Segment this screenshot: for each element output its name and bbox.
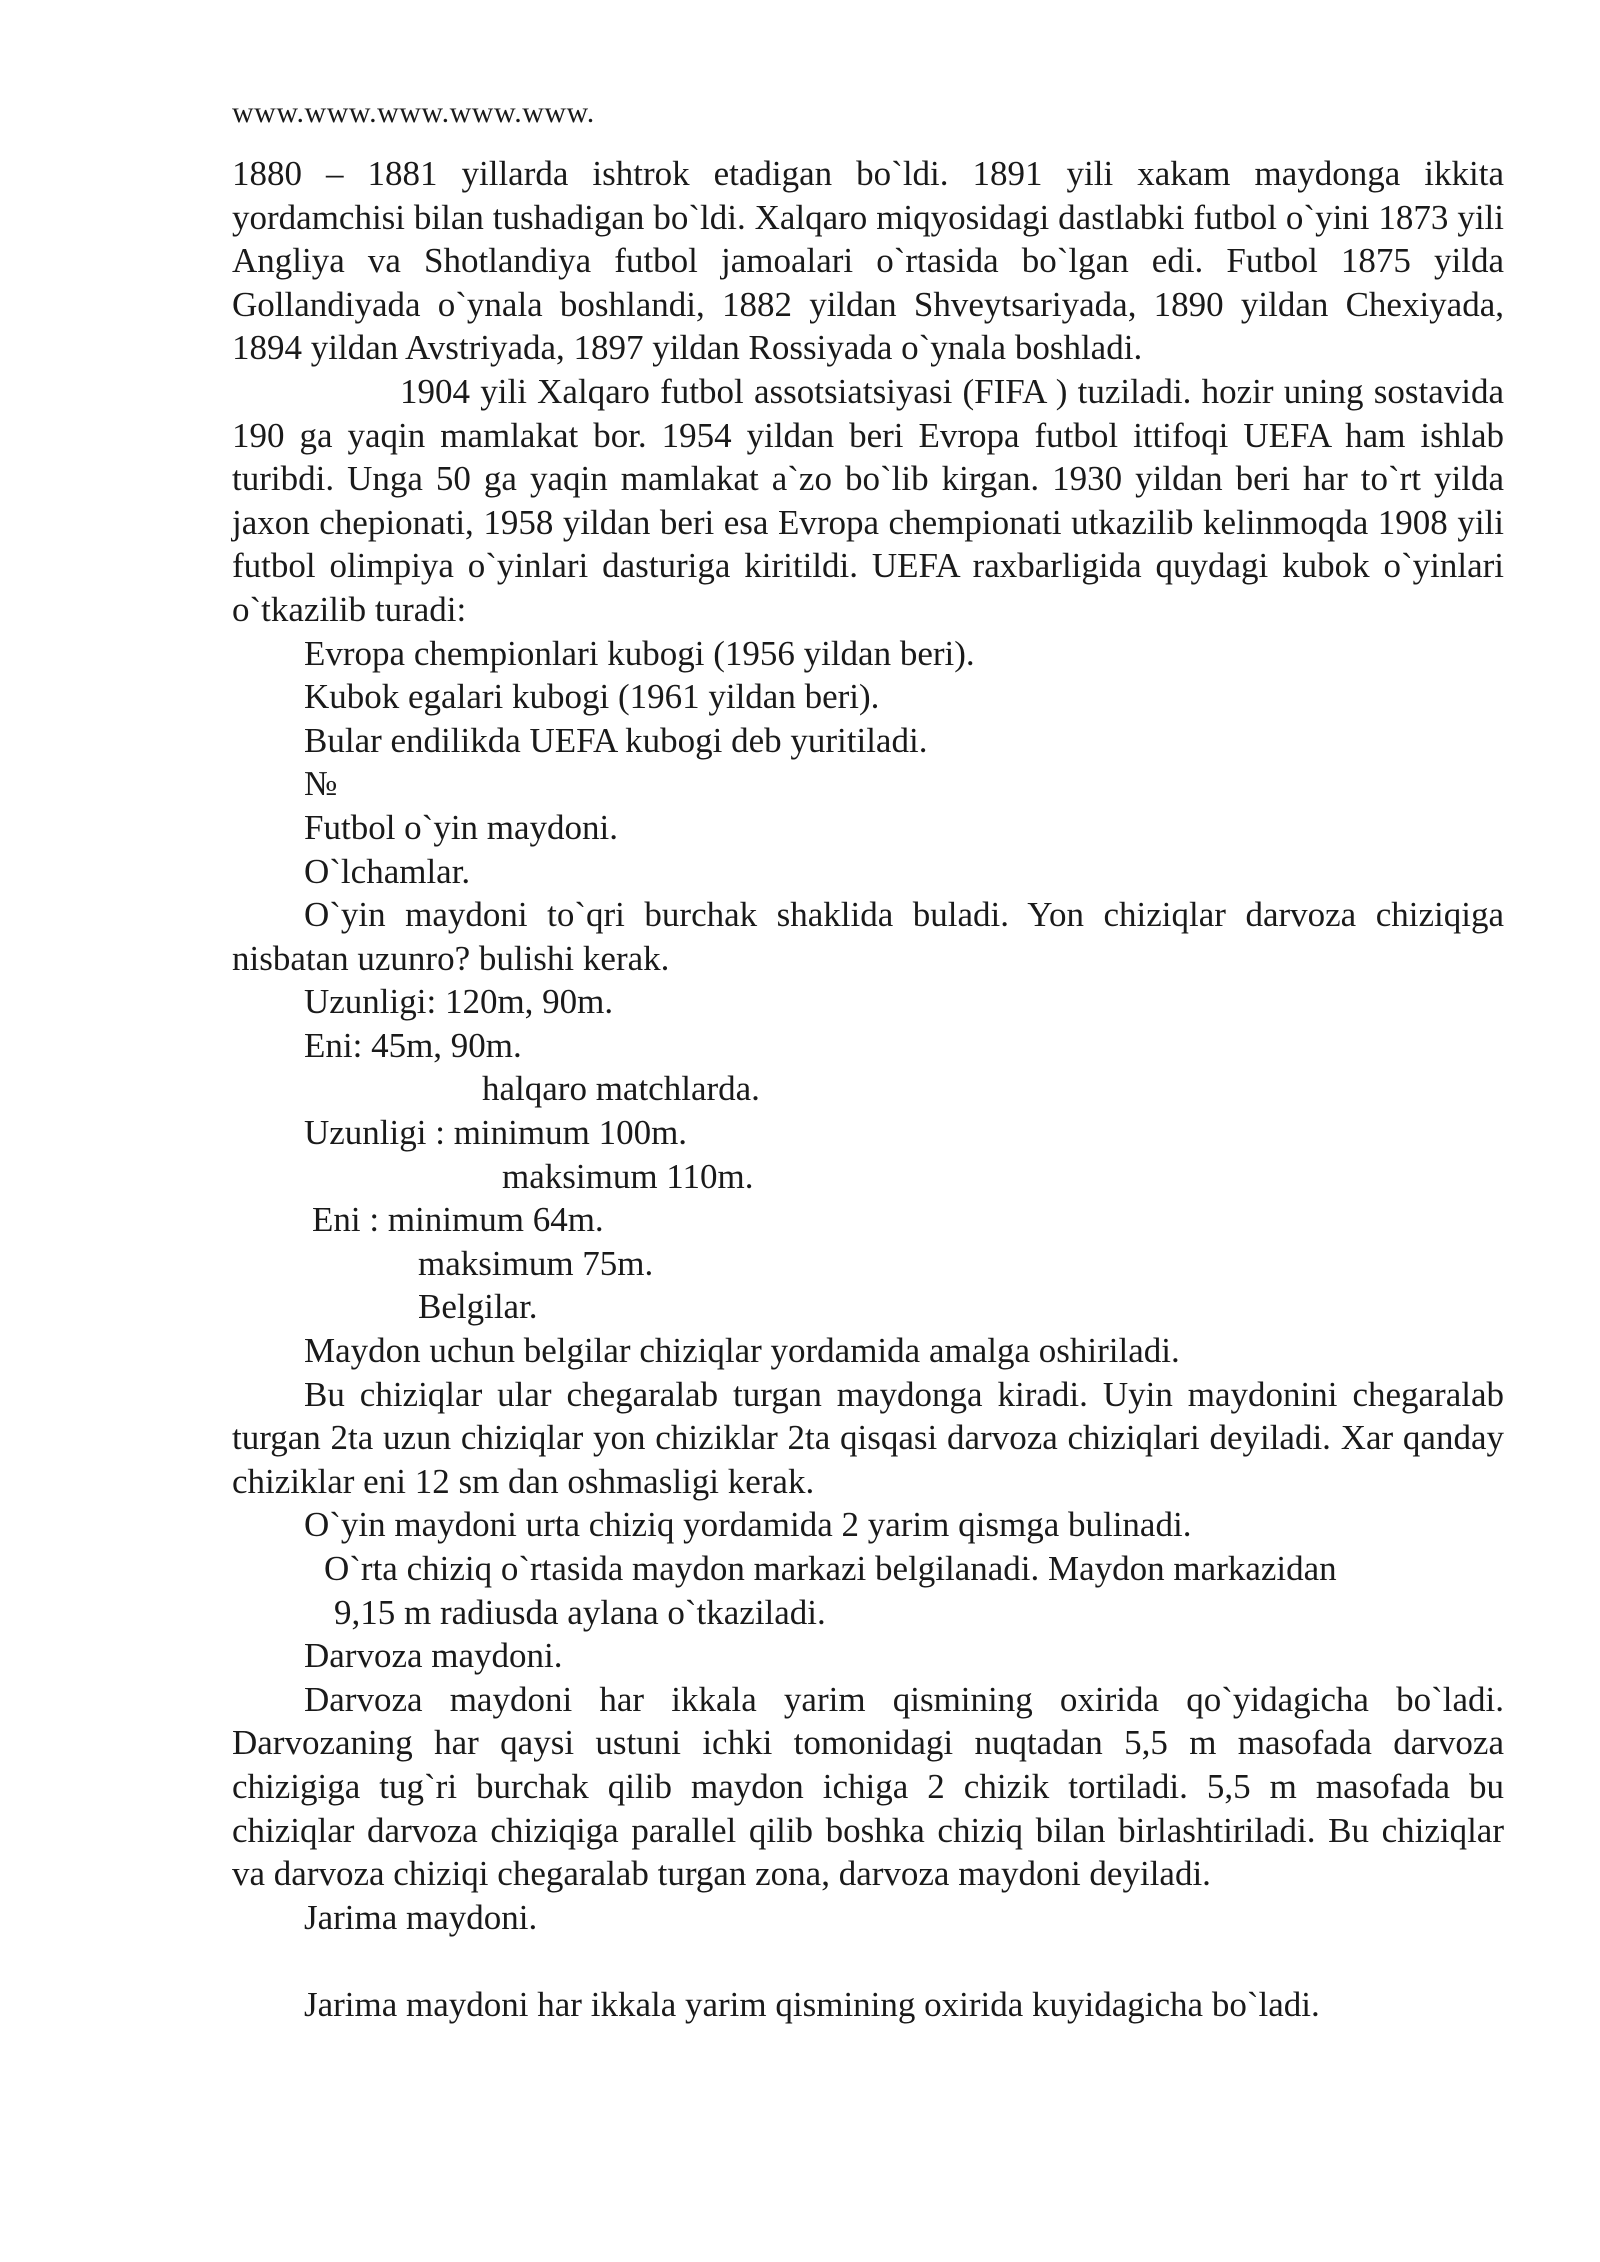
intl-length-min: Uzunligi : minimum 100m. bbox=[304, 1113, 688, 1153]
paragraph-fifa: 1904 yili Xalqaro futbol assotsiatsiyasi (FIFA ) tuziladi. hozir uning sostavida 190 ga yaqin mamlakat bor. 1954 yildan beri Evropa futbol ittifoqi UEFA ham ishlab turibdi. Unga 50 ga yaqin mamlakat a`zo bo`lib kirgan. 1930 yildan beri har to`rt yilda jaxon chepionati, 1958 yildan beri esa Evropa chempionati utkazilib kelinmoqda 1908 yili futbol olimpiya o`yinlari dasturiga kiritildi. UEFA raxbarligida quydagi kubok o`yinlari o`tkazilib turadi: bbox=[232, 371, 1504, 629]
section-title-goal-area: Darvoza maydoni. bbox=[304, 1636, 563, 1676]
markings-line-3: O`yin maydoni urta chiziq yordamida 2 yarim qismga bulinadi. bbox=[304, 1505, 1192, 1545]
numero-sign: № bbox=[304, 764, 338, 804]
cup-item-2: Kubok egalari kubogi (1961 yildan beri). bbox=[304, 677, 880, 717]
markings-line-5: 9,15 m radiusda aylana o`tkaziladi. bbox=[334, 1592, 826, 1632]
section-title-markings: Belgilar. bbox=[418, 1287, 538, 1327]
section-title-dimensions: O`lchamlar. bbox=[304, 851, 471, 891]
intl-width-max: maksimum 75m. bbox=[418, 1243, 654, 1283]
field-length: Uzunligi: 120m, 90m. bbox=[304, 982, 614, 1022]
blank-line bbox=[232, 1939, 1504, 1983]
markings-line-4: O`rta chiziq o`rtasida maydon markazi belgilanadi. Maydon markazidan bbox=[324, 1549, 1337, 1588]
paragraph-goal-area: Darvoza maydoni har ikkala yarim qismining oxirida qo`yidagicha bo`ladi. Darvozaning har qaysi ustuni ichki tomonidagi nuqtadan 5,5 m masofada darvoza chizigiga tug`ri burchak qilib maydon ichiga 2 chizik tortiladi. 5,5 m masofada bu chiziqlar darvoza chiziqiga parallel qilib boshka chiziq bilan birlashtiriladi. Bu chiziqlar va darvoza chiziqi chegaralab turgan zona, darvoza maydoni deyiladi. bbox=[232, 1679, 1504, 1894]
section-title-penalty-area: Jarima maydoni. bbox=[304, 1897, 538, 1937]
cup-item-1: Evropa chempionlari kubogi (1956 yildan beri). bbox=[304, 633, 975, 673]
international-matches-label: halqaro matchlarda. bbox=[482, 1069, 760, 1109]
paragraph-history: 1880 – 1881 yillarda ishtrok etadigan bo`ldi. 1891 yili xakam maydonga ikkita yordamchisi bilan tushadigan bo`ldi. Xalqaro miqyosidagi dastlabki futbol o`yini 1873 yili Angliya va Shotlandiya futbol jamoalari o`rtasida bo`lgan edi. Futbol 1875 yilda Gollandiyada o`ynala boshlandi, 1882 yildan Shveytsariyada, 1890 yildan Chexiyada, 1894 yildan Avstriyada, 1897 yildan Rossiyada o`ynala boshladi. bbox=[232, 154, 1504, 368]
intl-width-min: Eni : minimum 64m. bbox=[312, 1200, 604, 1240]
field-width: Eni: 45m, 90m. bbox=[304, 1025, 522, 1065]
paragraph-penalty-area: Jarima maydoni har ikkala yarim qismining oxirida kuyidagicha bo`ladi. bbox=[304, 1984, 1320, 2024]
paragraph-field-shape: O`yin maydoni to`qri burchak shaklida buladi. Yon chiziqlar darvoza chiziqiga nisbatan uzunro? bulishi kerak. bbox=[232, 895, 1504, 978]
cup-item-3: Bular endilikda UEFA kubogi deb yuritiladi. bbox=[304, 720, 928, 760]
markings-line-1: Maydon uchun belgilar chiziqlar yordamida amalga oshiriladi. bbox=[304, 1331, 1180, 1371]
document-body bbox=[232, 152, 1504, 2027]
section-title-field: Futbol o`yin maydoni. bbox=[304, 807, 619, 847]
header-url: www.www.www.www.www. bbox=[232, 96, 595, 129]
intl-length-max: maksimum 110m. bbox=[502, 1156, 754, 1196]
paragraph-markings-lines: Bu chiziqlar ular chegaralab turgan maydonga kiradi. Uyin maydonini chegaralab turgan 2ta uzun chiziqlar yon chiziklar 2ta qisqasi darvoza chiziqlari deyiladi. Xar qanday chiziklar eni 12 sm dan oshmasligi kerak. bbox=[232, 1374, 1504, 1501]
